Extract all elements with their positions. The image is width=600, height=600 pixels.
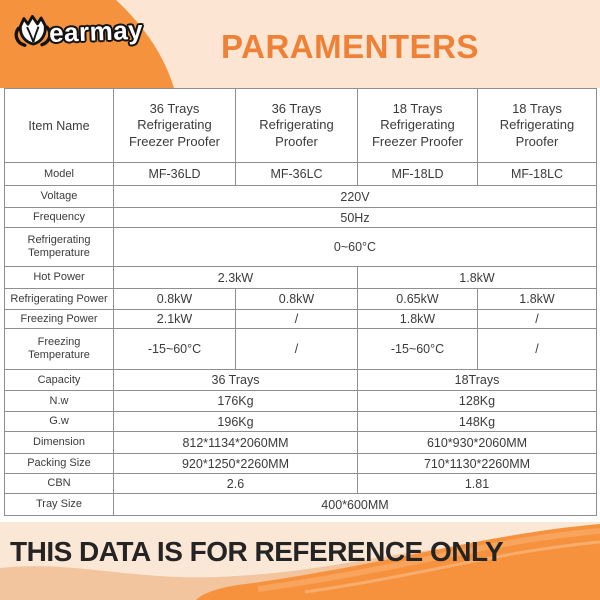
- value-cell: 0.65kW: [358, 289, 478, 310]
- page-header: [0, 0, 600, 88]
- row-label: Freezing Temperature: [5, 329, 114, 370]
- value-cell: 148Kg: [358, 412, 597, 432]
- row-label: Tray Size: [5, 494, 114, 516]
- value-cell: MF-18LD: [358, 163, 478, 186]
- value-cell: /: [478, 329, 597, 370]
- value-cell: 2.6: [114, 474, 358, 494]
- table-row: [5, 329, 597, 370]
- value-cell: /: [236, 310, 358, 329]
- value-cell: 1.81: [358, 474, 597, 494]
- column-header-line: 18 Trays: [512, 100, 562, 116]
- value-cell: 812*1134*2060MM: [114, 432, 358, 454]
- parameters-table-container: [4, 88, 596, 516]
- table-row: [5, 370, 597, 391]
- column-header-line: Refrigerating: [259, 117, 334, 133]
- column-header: [236, 89, 358, 163]
- value-cell: 1.8kW: [358, 310, 478, 329]
- footer-banner: [0, 522, 600, 600]
- row-label: Refrigerating Power: [5, 289, 114, 310]
- column-header-line: 18 Trays: [392, 100, 443, 116]
- table-row: [5, 412, 597, 432]
- item-name-header: Item Name: [5, 89, 114, 163]
- table-row: [5, 289, 597, 310]
- column-header-line: 36 Trays: [149, 100, 200, 116]
- row-label: N.w: [5, 391, 114, 412]
- table-row: [5, 391, 597, 412]
- value-cell: 0.8kW: [114, 289, 236, 310]
- row-label: Freezing Power: [5, 310, 114, 329]
- row-label: Refrigerating Temperature: [5, 228, 114, 267]
- value-cell: 196Kg: [114, 412, 358, 432]
- value-cell: /: [478, 310, 597, 329]
- value-cell: MF-36LD: [114, 163, 236, 186]
- value-cell: 50Hz: [114, 208, 597, 228]
- value-cell: 2.3kW: [114, 267, 358, 289]
- column-header: [358, 89, 478, 163]
- column-header-line: Refrigerating: [499, 117, 575, 133]
- value-cell: 920*1250*2260MM: [114, 454, 358, 474]
- value-cell: -15~60°C: [358, 329, 478, 370]
- value-cell: /: [236, 329, 358, 370]
- table-row: [5, 267, 597, 289]
- value-cell: MF-36LC: [236, 163, 358, 186]
- row-label: Frequency: [5, 208, 114, 228]
- column-header-line: Freezer Proofer: [371, 133, 464, 149]
- column-header-line: Refrigerating: [380, 117, 455, 133]
- parameters-table: [4, 88, 597, 516]
- column-header-line: 36 Trays: [271, 100, 322, 116]
- column-header-line: Proofer: [515, 133, 559, 149]
- table-row: [5, 228, 597, 267]
- brand-logo: [11, 9, 143, 56]
- value-cell: MF-18LC: [478, 163, 597, 186]
- value-cell: 1.8kW: [358, 267, 597, 289]
- table-row: [5, 474, 597, 494]
- value-cell: 2.1kW: [114, 310, 236, 329]
- column-header: [478, 89, 597, 163]
- brand-name: earmay: [48, 14, 144, 48]
- column-header: [114, 89, 236, 163]
- table-row: [5, 432, 597, 454]
- value-cell: 1.8kW: [478, 289, 597, 310]
- row-label: CBN: [5, 474, 114, 494]
- value-cell: 710*1130*2260MM: [358, 454, 597, 474]
- table-row: [5, 163, 597, 186]
- table-row: [5, 494, 597, 516]
- value-cell: 176Kg: [114, 391, 358, 412]
- value-cell: 0.8kW: [236, 289, 358, 310]
- row-label: Packing Size: [5, 454, 114, 474]
- value-cell: 18Trays: [358, 370, 597, 391]
- value-cell: 128Kg: [358, 391, 597, 412]
- value-cell: 220V: [114, 186, 597, 208]
- row-label: Capacity: [5, 370, 114, 391]
- value-cell: 400*600MM: [114, 494, 597, 516]
- footer-note: THIS DATA IS FOR REFERENCE ONLY: [10, 536, 504, 567]
- row-label: G.w: [5, 412, 114, 432]
- value-cell: 0~60°C: [114, 228, 597, 267]
- row-label: Dimension: [5, 432, 114, 454]
- row-label: Hot Power: [5, 267, 114, 289]
- value-cell: -15~60°C: [114, 329, 236, 370]
- table-row: [5, 186, 597, 208]
- table-header-row: [5, 89, 597, 163]
- table-row: [5, 454, 597, 474]
- row-label: Model: [5, 163, 114, 186]
- row-label: Voltage: [5, 186, 114, 208]
- column-header-line: Refrigerating: [137, 117, 212, 133]
- table-row: [5, 310, 597, 329]
- column-header-line: Proofer: [275, 133, 318, 149]
- value-cell: 36 Trays: [114, 370, 358, 391]
- value-cell: 610*930*2060MM: [358, 432, 597, 454]
- column-header-line: Freezer Proofer: [128, 133, 221, 149]
- page-title: PARAMENTERS: [221, 28, 479, 65]
- table-row: [5, 208, 597, 228]
